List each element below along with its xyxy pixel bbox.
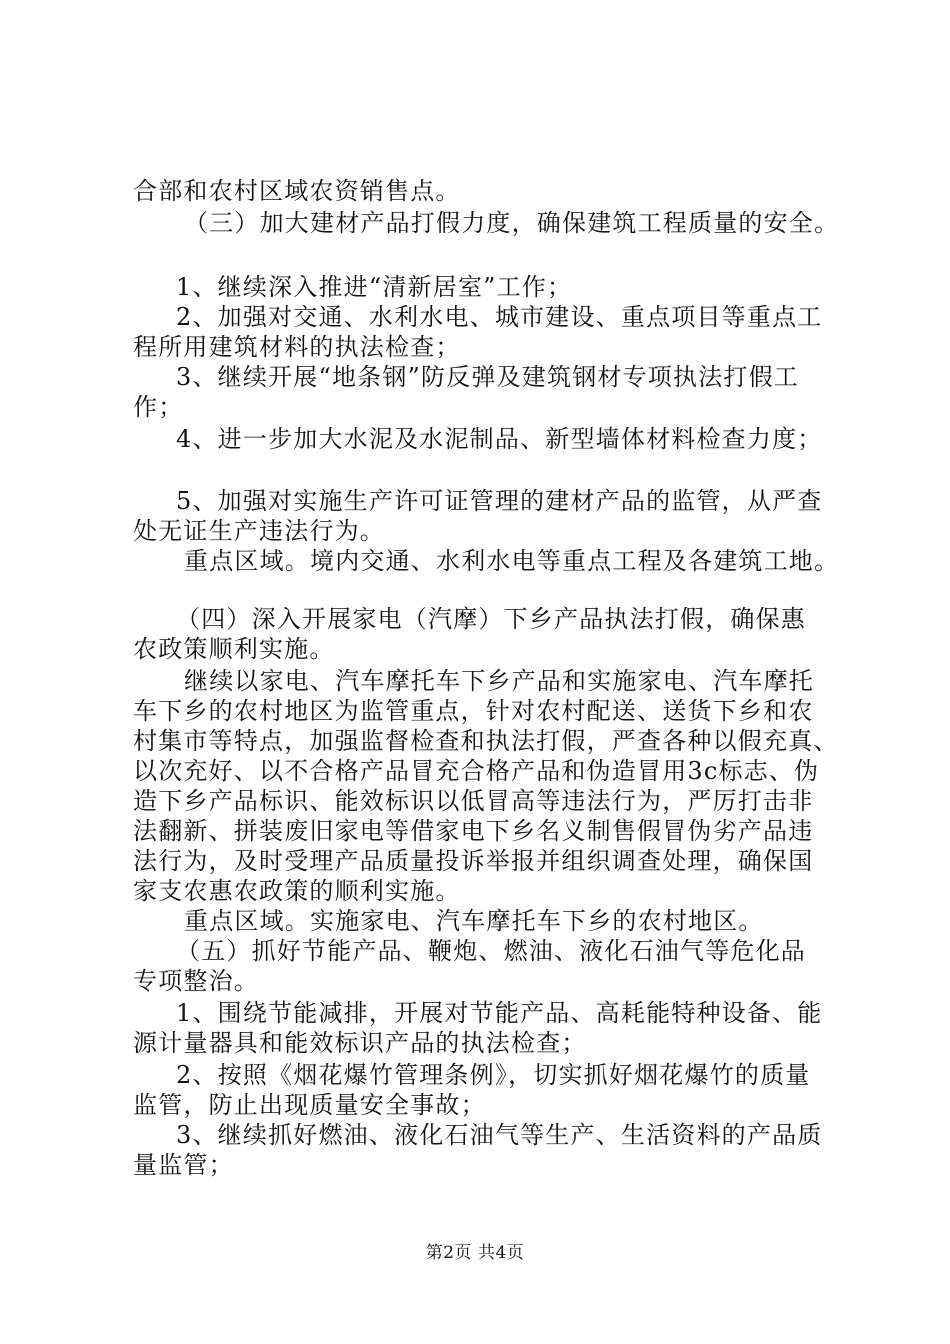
text-line: 量监管；: [133, 1151, 234, 1179]
text-line: 1、围绕节能减排，开展对节能产品、高耗能特种设备、能: [176, 999, 823, 1027]
page-footer: 第2页 共4页: [425, 1243, 525, 1263]
text-line: 监管，防止出现质量安全事故；: [133, 1091, 486, 1119]
text-line: 法翻新、拼装废旧家电等借家电下乡名义制售假冒伪劣产品违: [133, 817, 814, 845]
text-line: 家支农惠农政策的顺利实施。: [133, 877, 461, 905]
text-line: 车下乡的农村地区为监管重点，针对农村配送、送货下乡和农: [133, 697, 814, 725]
text-line: 5、加强对实施生产许可证管理的建材产品的监管，从严查: [176, 487, 823, 515]
text-line: 源计量器具和能效标识产品的执法检查；: [133, 1029, 587, 1057]
text-line: 以次充好、以不合格产品冒充合格产品和伪造冒用3c标志、伪: [133, 757, 820, 785]
text-line: 法行为，及时受理产品质量投诉举报并组织调查处理，确保国: [133, 847, 814, 875]
text-line: 程所用建筑材料的执法检查；: [133, 333, 461, 361]
text-line: 4、进一步加大水泥及水泥制品、新型墙体材料检查力度；: [176, 425, 823, 453]
section-heading: 专项整治。: [133, 967, 259, 995]
section-heading: 农政策顺利实施。: [133, 635, 335, 663]
text-line: 重点区域。实施家电、汽车摩托车下乡的农村地区。: [184, 907, 764, 935]
section-heading: （三）加大建材产品打假力度，确保建筑工程质量的安全。: [184, 209, 840, 237]
text-line: 作；: [133, 393, 184, 421]
text-line: 2、加强对交通、水利水电、城市建设、重点项目等重点工: [176, 303, 823, 331]
text-line: 造下乡产品标识、能效标识以低冒高等违法行为，严厉打击非: [133, 787, 814, 815]
text-line: 2、按照《烟花爆竹管理条例》，切实抓好烟花爆竹的质量: [176, 1061, 811, 1089]
text-line: 重点区域。境内交通、水利水电等重点工程及各建筑工地。: [184, 547, 840, 575]
text-line: 1、继续深入推进“清新居室”工作；: [176, 273, 573, 301]
text-line: 处无证生产违法行为。: [133, 517, 385, 545]
text-line: 合部和农村区域农资销售点。: [133, 177, 461, 205]
section-heading: （四）深入开展家电（汽摩）下乡产品执法打假，确保惠: [176, 605, 806, 633]
text-line: 3、继续抓好燃油、液化石油气等生产、生活资料的产品质: [176, 1121, 823, 1149]
text-line: 村集市等特点，加强监督检查和执法打假，严查各种以假充真、: [133, 727, 839, 755]
text-line: 3、继续开展“地条钢”防反弹及建筑钢材专项执法打假工: [176, 363, 800, 391]
text-line: 继续以家电、汽车摩托车下乡产品和实施家电、汽车摩托: [184, 667, 814, 695]
section-heading: （五）抓好节能产品、鞭炮、燃油、液化石油气等危化品: [176, 937, 806, 965]
